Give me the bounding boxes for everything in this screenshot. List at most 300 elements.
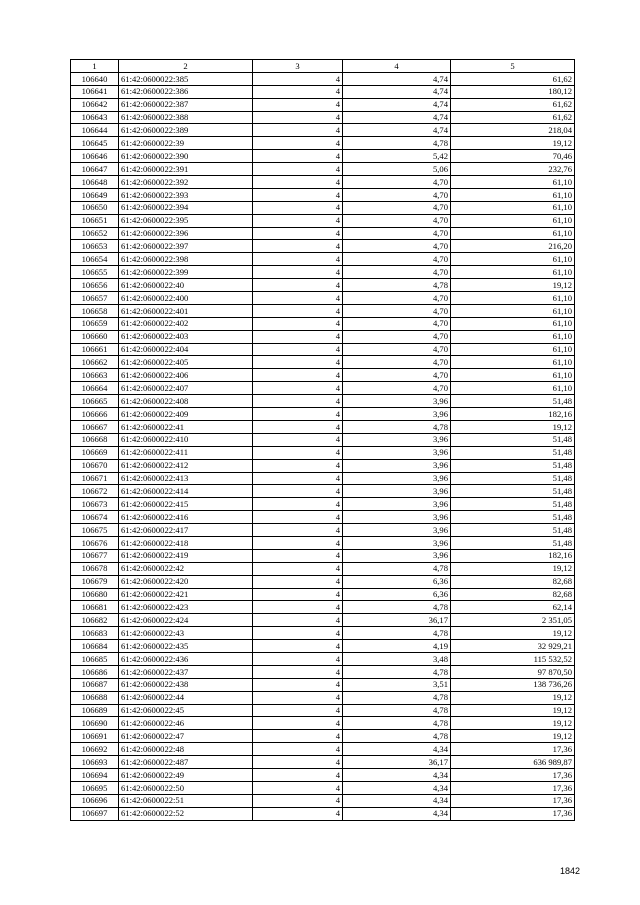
rate-value-cell: 3,96 <box>343 433 451 446</box>
table-row <box>71 330 575 343</box>
table-row <box>71 317 575 330</box>
category-code-cell: 4 <box>253 176 343 189</box>
table-row <box>71 549 575 562</box>
cadastral-number-cell: 61:42:0600022:438 <box>119 678 253 691</box>
cadastral-number-cell: 61:42:0600022:400 <box>119 292 253 305</box>
amount-value-cell: 61,10 <box>451 356 575 369</box>
row-number-cell: 106647 <box>71 163 119 176</box>
cadastral-number-cell: 61:42:0600022:418 <box>119 536 253 549</box>
table-row <box>71 704 575 717</box>
table-row <box>71 98 575 111</box>
category-code-cell: 4 <box>253 549 343 562</box>
table-row <box>71 292 575 305</box>
rate-value-cell: 4,78 <box>343 420 451 433</box>
amount-value-cell: 51,48 <box>451 446 575 459</box>
category-code-cell: 4 <box>253 730 343 743</box>
row-number-cell: 106694 <box>71 768 119 781</box>
amount-value-cell: 19,12 <box>451 717 575 730</box>
table-row <box>71 768 575 781</box>
page-number: 1842 <box>560 866 581 876</box>
table-row <box>71 472 575 485</box>
rate-value-cell: 3,96 <box>343 459 451 472</box>
cadastral-number-cell: 61:42:0600022:46 <box>119 717 253 730</box>
table-row <box>71 498 575 511</box>
cadastral-number-cell: 61:42:0600022:394 <box>119 201 253 214</box>
table-row <box>71 279 575 292</box>
rate-value-cell: 4,78 <box>343 601 451 614</box>
row-number-cell: 106687 <box>71 678 119 691</box>
row-number-cell: 106667 <box>71 420 119 433</box>
table-row <box>71 356 575 369</box>
cadastral-number-cell: 61:42:0600022:412 <box>119 459 253 472</box>
cadastral-number-cell: 61:42:0600022:45 <box>119 704 253 717</box>
category-code-cell: 4 <box>253 768 343 781</box>
amount-value-cell: 61,10 <box>451 266 575 279</box>
category-code-cell: 4 <box>253 665 343 678</box>
row-number-cell: 106671 <box>71 472 119 485</box>
row-number-cell: 106669 <box>71 446 119 459</box>
cadastral-number-cell: 61:42:0600022:487 <box>119 756 253 769</box>
table-row <box>71 524 575 537</box>
amount-value-cell: 61,10 <box>451 330 575 343</box>
table-header <box>71 60 575 73</box>
category-code-cell: 4 <box>253 575 343 588</box>
row-number-cell: 106676 <box>71 536 119 549</box>
row-number-cell: 106692 <box>71 743 119 756</box>
row-number-cell: 106681 <box>71 601 119 614</box>
category-code-cell: 4 <box>253 756 343 769</box>
cadastral-number-cell: 61:42:0600022:39 <box>119 137 253 150</box>
amount-value-cell: 61,10 <box>451 253 575 266</box>
rate-value-cell: 4,70 <box>343 176 451 189</box>
table-row <box>71 665 575 678</box>
cadastral-number-cell: 61:42:0600022:391 <box>119 163 253 176</box>
category-code-cell: 4 <box>253 511 343 524</box>
category-code-cell: 4 <box>253 240 343 253</box>
row-number-cell: 106674 <box>71 511 119 524</box>
category-code-cell: 4 <box>253 163 343 176</box>
category-code-cell: 4 <box>253 536 343 549</box>
row-number-cell: 106688 <box>71 691 119 704</box>
rate-value-cell: 4,34 <box>343 743 451 756</box>
row-number-cell: 106685 <box>71 652 119 665</box>
row-number-cell: 106661 <box>71 343 119 356</box>
rate-value-cell: 36,17 <box>343 614 451 627</box>
table-row <box>71 678 575 691</box>
row-number-cell: 106642 <box>71 98 119 111</box>
category-code-cell: 4 <box>253 743 343 756</box>
cadastral-number-cell: 61:42:0600022:403 <box>119 330 253 343</box>
amount-value-cell: 61,10 <box>451 292 575 305</box>
cadastral-number-cell: 61:42:0600022:389 <box>119 124 253 137</box>
table-row <box>71 137 575 150</box>
category-code-cell: 4 <box>253 279 343 292</box>
rate-value-cell: 5,06 <box>343 163 451 176</box>
table-row <box>71 85 575 98</box>
rate-value-cell: 4,74 <box>343 124 451 137</box>
rate-value-cell: 4,34 <box>343 768 451 781</box>
cadastral-number-cell: 61:42:0600022:435 <box>119 640 253 653</box>
rate-value-cell: 4,74 <box>343 72 451 85</box>
rate-value-cell: 3,96 <box>343 408 451 421</box>
table-row <box>71 717 575 730</box>
table-row <box>71 652 575 665</box>
table-row <box>71 433 575 446</box>
amount-value-cell: 19,12 <box>451 137 575 150</box>
cadastral-number-cell: 61:42:0600022:386 <box>119 85 253 98</box>
row-number-cell: 106656 <box>71 279 119 292</box>
table-row <box>71 382 575 395</box>
rate-value-cell: 5,42 <box>343 150 451 163</box>
category-code-cell: 4 <box>253 420 343 433</box>
table-row <box>71 511 575 524</box>
category-code-cell: 4 <box>253 292 343 305</box>
row-number-cell: 106682 <box>71 614 119 627</box>
category-code-cell: 4 <box>253 356 343 369</box>
category-code-cell: 4 <box>253 201 343 214</box>
cadastral-number-cell: 61:42:0600022:387 <box>119 98 253 111</box>
rate-value-cell: 4,70 <box>343 214 451 227</box>
table-row <box>71 176 575 189</box>
rate-value-cell: 4,70 <box>343 343 451 356</box>
table-row <box>71 420 575 433</box>
cadastral-number-cell: 61:42:0600022:413 <box>119 472 253 485</box>
amount-value-cell: 19,12 <box>451 627 575 640</box>
cadastral-number-cell: 61:42:0600022:393 <box>119 188 253 201</box>
row-number-cell: 106644 <box>71 124 119 137</box>
table-body <box>71 72 575 820</box>
column-header-4: 4 <box>343 60 451 73</box>
cadastral-number-cell: 61:42:0600022:47 <box>119 730 253 743</box>
rate-value-cell: 4,70 <box>343 304 451 317</box>
category-code-cell: 4 <box>253 704 343 717</box>
amount-value-cell: 62,14 <box>451 601 575 614</box>
amount-value-cell: 19,12 <box>451 420 575 433</box>
row-number-cell: 106672 <box>71 485 119 498</box>
table-row <box>71 408 575 421</box>
rate-value-cell: 3,96 <box>343 524 451 537</box>
category-code-cell: 4 <box>253 343 343 356</box>
cadastral-number-cell: 61:42:0600022:436 <box>119 652 253 665</box>
amount-value-cell: 51,48 <box>451 536 575 549</box>
category-code-cell: 4 <box>253 382 343 395</box>
table-row <box>71 807 575 820</box>
cadastral-number-cell: 61:42:0600022:421 <box>119 588 253 601</box>
cadastral-number-cell: 61:42:0600022:396 <box>119 227 253 240</box>
rate-value-cell: 4,74 <box>343 98 451 111</box>
cadastral-number-cell: 61:42:0600022:401 <box>119 304 253 317</box>
amount-value-cell: 216,20 <box>451 240 575 253</box>
cadastral-number-cell: 61:42:0600022:410 <box>119 433 253 446</box>
row-number-cell: 106659 <box>71 317 119 330</box>
rate-value-cell: 4,74 <box>343 85 451 98</box>
cadastral-number-cell: 61:42:0600022:416 <box>119 511 253 524</box>
table-row <box>71 743 575 756</box>
amount-value-cell: 61,10 <box>451 214 575 227</box>
row-number-cell: 106657 <box>71 292 119 305</box>
row-number-cell: 106691 <box>71 730 119 743</box>
amount-value-cell: 61,62 <box>451 111 575 124</box>
row-number-cell: 106678 <box>71 562 119 575</box>
row-number-cell: 106643 <box>71 111 119 124</box>
row-number-cell: 106673 <box>71 498 119 511</box>
amount-value-cell: 61,10 <box>451 227 575 240</box>
cadastral-number-cell: 61:42:0600022:417 <box>119 524 253 537</box>
rate-value-cell: 4,34 <box>343 781 451 794</box>
row-number-cell: 106693 <box>71 756 119 769</box>
rate-value-cell: 3,96 <box>343 485 451 498</box>
row-number-cell: 106641 <box>71 85 119 98</box>
category-code-cell: 4 <box>253 150 343 163</box>
amount-value-cell: 32 929,21 <box>451 640 575 653</box>
rate-value-cell: 4,78 <box>343 562 451 575</box>
category-code-cell: 4 <box>253 601 343 614</box>
table-row <box>71 163 575 176</box>
cadastral-number-cell: 61:42:0600022:407 <box>119 382 253 395</box>
cadastral-number-cell: 61:42:0600022:414 <box>119 485 253 498</box>
rate-value-cell: 4,78 <box>343 665 451 678</box>
table-row <box>71 253 575 266</box>
category-code-cell: 4 <box>253 640 343 653</box>
rate-value-cell: 3,96 <box>343 549 451 562</box>
row-number-cell: 106646 <box>71 150 119 163</box>
amount-value-cell: 61,10 <box>451 304 575 317</box>
amount-value-cell: 17,36 <box>451 743 575 756</box>
row-number-cell: 106653 <box>71 240 119 253</box>
row-number-cell: 106650 <box>71 201 119 214</box>
cadastral-number-cell: 61:42:0600022:408 <box>119 395 253 408</box>
rate-value-cell: 4,74 <box>343 111 451 124</box>
amount-value-cell: 51,48 <box>451 472 575 485</box>
amount-value-cell: 232,76 <box>451 163 575 176</box>
row-number-cell: 106655 <box>71 266 119 279</box>
rate-value-cell: 6,36 <box>343 588 451 601</box>
rate-value-cell: 3,96 <box>343 395 451 408</box>
rate-value-cell: 4,70 <box>343 330 451 343</box>
column-header-1: 1 <box>71 60 119 73</box>
cadastral-number-cell: 61:42:0600022:398 <box>119 253 253 266</box>
rate-value-cell: 4,34 <box>343 794 451 807</box>
cadastral-number-cell: 61:42:0600022:51 <box>119 794 253 807</box>
amount-value-cell: 180,12 <box>451 85 575 98</box>
rate-value-cell: 3,96 <box>343 498 451 511</box>
rate-value-cell: 4,70 <box>343 369 451 382</box>
rate-value-cell: 3,96 <box>343 472 451 485</box>
rate-value-cell: 4,70 <box>343 227 451 240</box>
cadastral-number-cell: 61:42:0600022:397 <box>119 240 253 253</box>
row-number-cell: 106662 <box>71 356 119 369</box>
rate-value-cell: 3,51 <box>343 678 451 691</box>
row-number-cell: 106670 <box>71 459 119 472</box>
row-number-cell: 106696 <box>71 794 119 807</box>
category-code-cell: 4 <box>253 446 343 459</box>
table-row <box>71 124 575 137</box>
amount-value-cell: 17,36 <box>451 794 575 807</box>
row-number-cell: 106649 <box>71 188 119 201</box>
amount-value-cell: 70,46 <box>451 150 575 163</box>
category-code-cell: 4 <box>253 317 343 330</box>
rate-value-cell: 4,78 <box>343 717 451 730</box>
table-row <box>71 614 575 627</box>
amount-value-cell: 61,10 <box>451 317 575 330</box>
rate-value-cell: 4,78 <box>343 279 451 292</box>
row-number-cell: 106689 <box>71 704 119 717</box>
table-row <box>71 640 575 653</box>
row-number-cell: 106664 <box>71 382 119 395</box>
category-code-cell: 4 <box>253 304 343 317</box>
rate-value-cell: 3,96 <box>343 511 451 524</box>
column-header-5: 5 <box>451 60 575 73</box>
amount-value-cell: 2 351,05 <box>451 614 575 627</box>
category-code-cell: 4 <box>253 781 343 794</box>
category-code-cell: 4 <box>253 498 343 511</box>
rate-value-cell: 36,17 <box>343 756 451 769</box>
table-row <box>71 794 575 807</box>
category-code-cell: 4 <box>253 214 343 227</box>
amount-value-cell: 51,48 <box>451 511 575 524</box>
table-row <box>71 111 575 124</box>
cadastral-number-cell: 61:42:0600022:49 <box>119 768 253 781</box>
cadastral-number-cell: 61:42:0600022:402 <box>119 317 253 330</box>
rate-value-cell: 4,70 <box>343 356 451 369</box>
category-code-cell: 4 <box>253 111 343 124</box>
table-row <box>71 627 575 640</box>
table-row <box>71 188 575 201</box>
rate-value-cell: 4,34 <box>343 807 451 820</box>
category-code-cell: 4 <box>253 266 343 279</box>
category-code-cell: 4 <box>253 678 343 691</box>
category-code-cell: 4 <box>253 627 343 640</box>
table-row <box>71 214 575 227</box>
category-code-cell: 4 <box>253 691 343 704</box>
table-row <box>71 150 575 163</box>
cadastral-number-cell: 61:42:0600022:50 <box>119 781 253 794</box>
category-code-cell: 4 <box>253 459 343 472</box>
category-code-cell: 4 <box>253 717 343 730</box>
category-code-cell: 4 <box>253 433 343 446</box>
rate-value-cell: 4,70 <box>343 240 451 253</box>
category-code-cell: 4 <box>253 794 343 807</box>
amount-value-cell: 19,12 <box>451 704 575 717</box>
table-row <box>71 446 575 459</box>
row-number-cell: 106675 <box>71 524 119 537</box>
amount-value-cell: 182,16 <box>451 549 575 562</box>
rate-value-cell: 4,70 <box>343 266 451 279</box>
table-row <box>71 201 575 214</box>
rate-value-cell: 4,70 <box>343 317 451 330</box>
cadastral-number-cell: 61:42:0600022:392 <box>119 176 253 189</box>
cadastral-number-cell: 61:42:0600022:409 <box>119 408 253 421</box>
amount-value-cell: 51,48 <box>451 433 575 446</box>
table-row <box>71 227 575 240</box>
row-number-cell: 106665 <box>71 395 119 408</box>
amount-value-cell: 17,36 <box>451 781 575 794</box>
category-code-cell: 4 <box>253 614 343 627</box>
category-code-cell: 4 <box>253 652 343 665</box>
row-number-cell: 106677 <box>71 549 119 562</box>
data-table <box>70 59 575 821</box>
category-code-cell: 4 <box>253 524 343 537</box>
amount-value-cell: 61,10 <box>451 382 575 395</box>
cadastral-number-cell: 61:42:0600022:404 <box>119 343 253 356</box>
amount-value-cell: 61,10 <box>451 343 575 356</box>
rate-value-cell: 3,96 <box>343 536 451 549</box>
amount-value-cell: 61,10 <box>451 369 575 382</box>
amount-value-cell: 61,10 <box>451 188 575 201</box>
cadastral-number-cell: 61:42:0600022:44 <box>119 691 253 704</box>
row-number-cell: 106679 <box>71 575 119 588</box>
table-row <box>71 369 575 382</box>
category-code-cell: 4 <box>253 408 343 421</box>
rate-value-cell: 4,19 <box>343 640 451 653</box>
category-code-cell: 4 <box>253 227 343 240</box>
amount-value-cell: 51,48 <box>451 485 575 498</box>
rate-value-cell: 4,70 <box>343 188 451 201</box>
rate-value-cell: 4,70 <box>343 201 451 214</box>
category-code-cell: 4 <box>253 395 343 408</box>
category-code-cell: 4 <box>253 85 343 98</box>
amount-value-cell: 51,48 <box>451 395 575 408</box>
cadastral-number-cell: 61:42:0600022:411 <box>119 446 253 459</box>
row-number-cell: 106640 <box>71 72 119 85</box>
table-row <box>71 575 575 588</box>
category-code-cell: 4 <box>253 72 343 85</box>
category-code-cell: 4 <box>253 369 343 382</box>
amount-value-cell: 19,12 <box>451 562 575 575</box>
row-number-cell: 106680 <box>71 588 119 601</box>
amount-value-cell: 182,16 <box>451 408 575 421</box>
amount-value-cell: 61,10 <box>451 201 575 214</box>
cadastral-number-cell: 61:42:0600022:48 <box>119 743 253 756</box>
amount-value-cell: 97 870,50 <box>451 665 575 678</box>
cadastral-number-cell: 61:42:0600022:405 <box>119 356 253 369</box>
cadastral-number-cell: 61:42:0600022:423 <box>119 601 253 614</box>
amount-value-cell: 17,36 <box>451 807 575 820</box>
table-row <box>71 781 575 794</box>
category-code-cell: 4 <box>253 588 343 601</box>
cadastral-number-cell: 61:42:0600022:399 <box>119 266 253 279</box>
category-code-cell: 4 <box>253 98 343 111</box>
category-code-cell: 4 <box>253 330 343 343</box>
table-row <box>71 240 575 253</box>
row-number-cell: 106684 <box>71 640 119 653</box>
table-row <box>71 304 575 317</box>
amount-value-cell: 51,48 <box>451 459 575 472</box>
cadastral-number-cell: 61:42:0600022:395 <box>119 214 253 227</box>
column-header-2: 2 <box>119 60 253 73</box>
amount-value-cell: 115 532,52 <box>451 652 575 665</box>
category-code-cell: 4 <box>253 253 343 266</box>
amount-value-cell: 138 736,26 <box>451 678 575 691</box>
table-row <box>71 459 575 472</box>
row-number-cell: 106652 <box>71 227 119 240</box>
cadastral-number-cell: 61:42:0600022:52 <box>119 807 253 820</box>
row-number-cell: 106663 <box>71 369 119 382</box>
amount-value-cell: 218,04 <box>451 124 575 137</box>
category-code-cell: 4 <box>253 124 343 137</box>
category-code-cell: 4 <box>253 485 343 498</box>
table-row <box>71 730 575 743</box>
row-number-cell: 106645 <box>71 137 119 150</box>
table-row <box>71 588 575 601</box>
amount-value-cell: 61,62 <box>451 98 575 111</box>
amount-value-cell: 636 989,87 <box>451 756 575 769</box>
row-number-cell: 106666 <box>71 408 119 421</box>
rate-value-cell: 3,96 <box>343 446 451 459</box>
cadastral-number-cell: 61:42:0600022:40 <box>119 279 253 292</box>
rate-value-cell: 4,78 <box>343 137 451 150</box>
rate-value-cell: 4,70 <box>343 382 451 395</box>
